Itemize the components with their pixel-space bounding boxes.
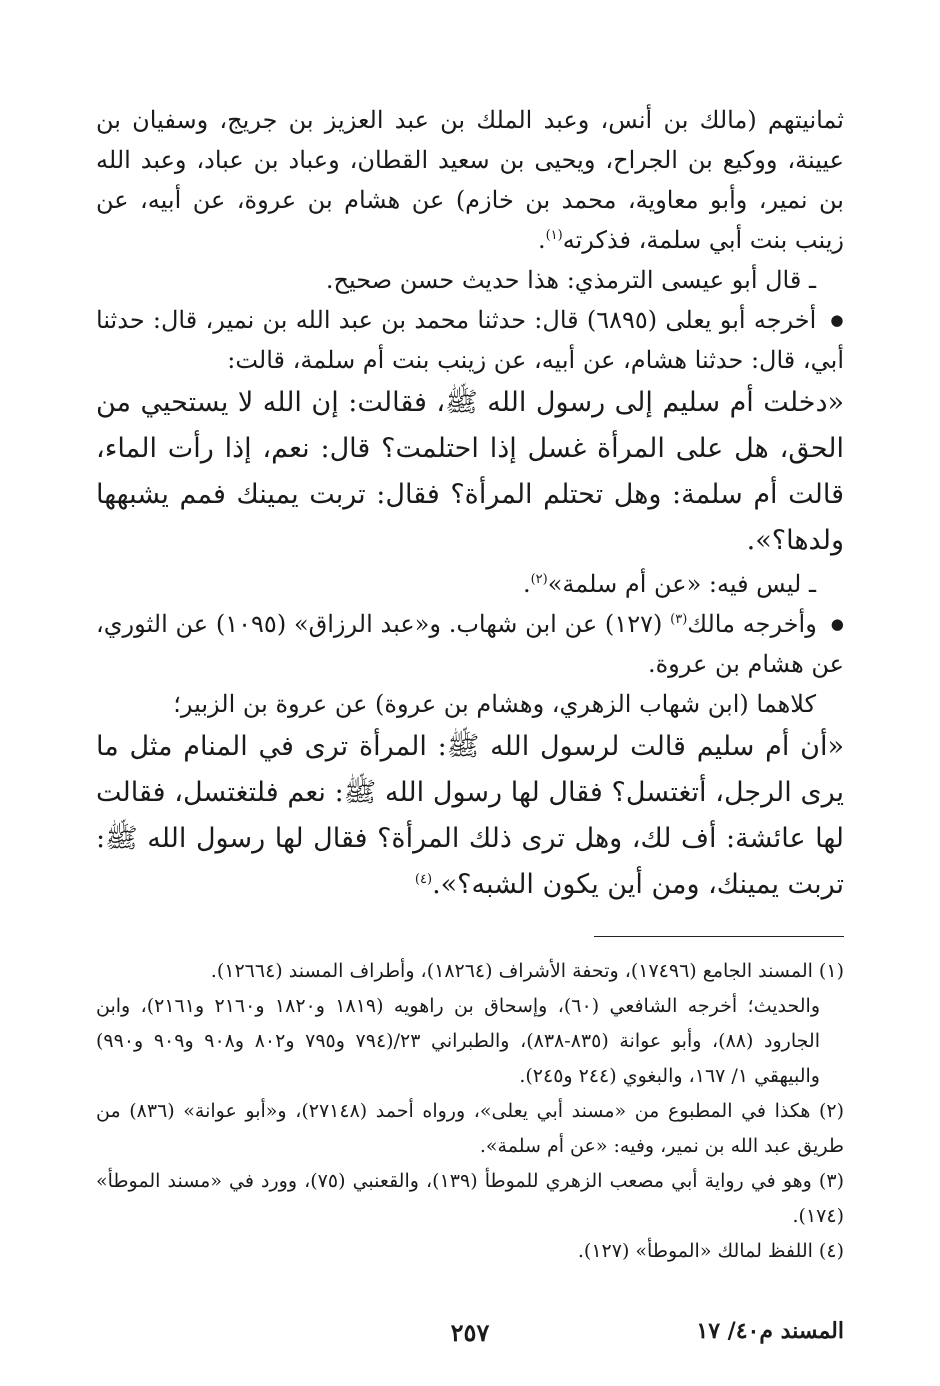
page-number: ٢٥٧ — [450, 1318, 490, 1347]
malik-chain-b: (١٢٧) عن ابن شهاب. و«عبد الرزاق» (١٠٩٥) عن الثوري، عن هشام بن عروة. — [96, 610, 844, 678]
hadith-text-2-body: «أن أم سليم قالت لرسول الله ﷺ: المرأة ترى في المنام مثل ما يرى الرجل، أتغتسل؟ فقال لها رسول الله ﷺ: نعم فلتغتسل، فقالت لها عائشة: أف لك، وهل ترى ذلك المرأة؟ فقال لها رسول الله ﷺ: تربت يمينك، ومن أين يكون الشبه؟». — [96, 731, 844, 900]
abu-yala-chain — [96, 300, 844, 380]
note-missing-umm-salama: ـ ليس فيه: «عن أم سلمة»$^{(٢)}$. — [522, 570, 816, 598]
note-missing-text: ـ ليس فيه: «عن أم سلمة» — [547, 570, 816, 598]
main-text — [96, 100, 844, 908]
footnote-ref-2: (٢) — [530, 572, 548, 587]
footnote-1-continued: والحديث؛ أخرجه الشافعي (٦٠)، وإسحاق بن راهويه (١٨١٩ و١٨٢٠ و٢١٦٠ و٢١٦١)، وابن الجارود (٨٨)، وأبو عوانة (٨٣٥-٨٣٨)، والطبراني ٢٣/(٧٩٤ و٧٩٥ و٨٠٢ و٩٠٨ و٩٠٩ و٩٩٠) والبيهقي ١/ ١٦٧، والبغوي (٢٤٤ و٢٤٥). — [96, 995, 821, 1087]
footnotes — [96, 954, 844, 1269]
both-chains: كلاهما (ابن شهاب الزهري، وهشام بن عروة) عن عروة بن الزبير؛ — [173, 690, 816, 718]
footnote-2: (٢) هكذا في المطبوع من «مسند أبي يعلى»، ورواه أحمد (٢٧١٤٨)، و«أبو عوانة» (٨٣٦) من طريق عبد الله بن نمير، وفيه: «عن أم سلمة». — [96, 1100, 844, 1157]
hadith-text-1: «دخلت أم سليم إلى رسول الله ﷺ، فقالت: إن الله لا يستحيي من الحق، هل على المرأة غسل إذا احتلمت؟ قال: نعم، إذا رأت الماء، قالت أم سلمة: وهل تحتلم المرأة؟ فقال: تربت يمينك فمم يشبهها ولدها؟». — [96, 387, 844, 556]
footnote-ref-1: (١) — [545, 228, 563, 243]
tirmidhi-verdict: ـ قال أبو عيسى الترمذي: هذا حديث حسن صحيح. — [325, 266, 816, 294]
signature-mark: المسند م٤٠/ ١٧ — [696, 1318, 844, 1344]
paragraph-chain-text: ثمانيتهم (مالك بن أنس، وعبد الملك بن عبد العزيز بن جريج، وسفيان بن عيينة، ووكيع بن الجراح، ويحيى بن سعيد القطان، وعباد بن عباد، وعبد الله بن نمير، وأبو معاوية، محمد بن خازم) عن هشام بن عروة، عن أبيه، عن زينب بنت أبي سلمة، فذكرته — [96, 106, 844, 254]
malik-chain — [96, 604, 844, 684]
footnote-1: (١) المسند الجامع (١٧٤٩٦)، وتحفة الأشراف (١٨٢٦٤)، وأطراف المسند (١٢٦٦٤). — [210, 960, 844, 982]
paragraph-chain: ثمانيتهم (مالك بن أنس، وعبد الملك بن عبد العزيز بن جريج، وسفيان بن عيينة، ووكيع بن الجراح، ويحيى بن سعيد القطان، وعباد بن عباد، وعبد الله بن نمير، وأبو معاوية، محمد بن خازم) عن هشام بن عروة، عن أبيه، عن زينب بنت أبي سلمة، فذكرته$^{(١)}$. — [96, 106, 844, 254]
abu-yala-chain-text: أخرجه أبو يعلى (٦٨٩٥) قال: حدثنا محمد بن عبد الله بن نمير، قال: حدثنا أبي، قال: حدثنا هشام، عن أبيه، عن زينب بنت أم سلمة، قالت: — [96, 306, 844, 374]
footnote-ref-4: (٤) — [414, 872, 433, 887]
footnote-3: (٣) وهو في رواية أبي مصعب الزهري للموطأ (١٣٩)، والقعنبي (٧٥)، وورد في «مسند الموطأ» (١٧٤). — [96, 1170, 844, 1227]
hadith-text-2 — [96, 724, 844, 908]
footnote-ref-3: (٣) — [670, 612, 688, 627]
footnote-4: (٤) اللفظ لمالك «الموطأ» (١٢٧). — [577, 1240, 844, 1262]
malik-chain-a: وأخرجه مالك — [687, 610, 817, 638]
footnote-divider — [594, 936, 844, 937]
